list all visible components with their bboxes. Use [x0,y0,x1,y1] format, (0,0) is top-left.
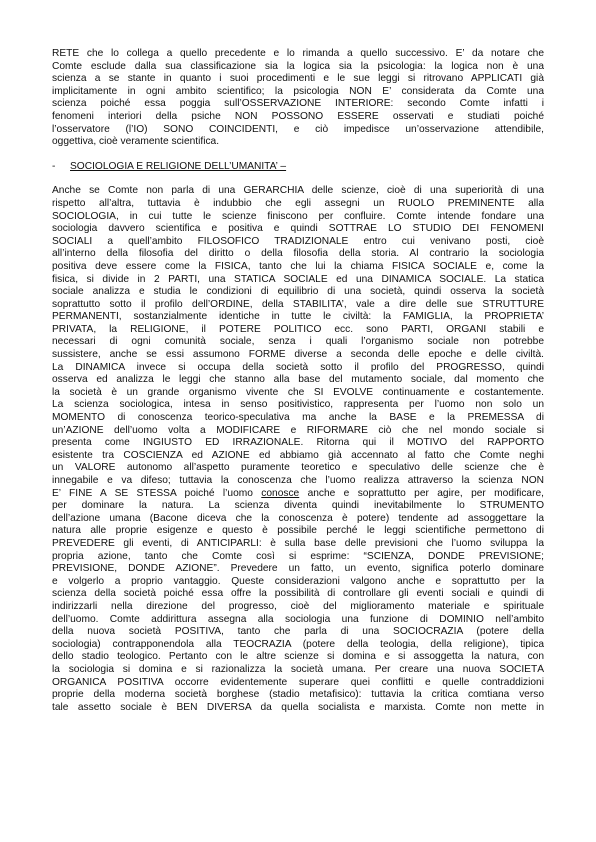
text-line: La scienza sociologica, intesa in senso positivistico, rappresenta per l’uomo non solo un [52,399,544,411]
text-line: fisica, si divide in 2 PARTI, una STATICA SOCIALE ed una DINAMICA SOCIALE. La statica [52,273,544,285]
text-line: dell’uomo. Comte addirittura assegna alla sociologia una funzione di DOMINIO nell’ambito [52,613,544,625]
text-line: rispetto all’altra, tuttavia è indubbio che egli assegni un RUOLO PREMINENTE alla [52,197,544,209]
text-line: Anche se Comte non parla di una GERARCHIA delle scienze, cioè di una superiorità di una [52,185,544,197]
text-line: proprie della moderna società borghese (stadio metafisico): tuttavia la critica comtiana verso [52,689,544,701]
text-line: PRIVATA, la RELIGIONE, il POTERE POLITICO ecc. sono PARTI, ORGANI stabili e [52,323,544,335]
text-line: tale assetto sociale è BEN DIVERSA da quella socialista e marxista. Comte non mette in [52,701,544,713]
text-line: natura alle proprie esigenze e questo è possibile perché le leggi scientifiche permettono di [52,525,544,537]
text-line: necessari di ogni comunità sociale, senza i quali l’organismo sociale non potrebbe [52,336,544,348]
text-line: innegabile e va difeso; tuttavia la conoscenza che l’uomo realizza attraverso la scienza NON [52,475,544,486]
text-line: positiva deve essere come la FISICA, tanto che lui la chiama FISICA SOCIALE e, come la [52,260,544,272]
text-line: soprattutto sotto il profilo dell’ORDINE, della STABILITA’, vale a dire delle sue STRUTTURE [52,298,544,310]
text-line: e volgerlo a proprio vantaggio. Queste considerazioni valgono anche e soprattutto per la [52,575,544,587]
text-line: la sociologia si domina e si razionalizza la società umana. Per creare una nuova SOCIETÀ [52,663,544,675]
text-line: RETE che lo collega a quello precedente e lo rimanda a quello successivo. E’ da notare che [52,48,544,59]
text-line: indirizzarli nella direzione del progresso, cioè del miglioramento materiale e spirituale [52,600,544,612]
text-line: MOMENTO di conoscenza teorico-speculativa ma anche la BASE e la PREMESSA di [52,412,544,424]
underlined-word: conosce [261,487,300,499]
text-line: scienza a se stante in quanto i suoi procedimenti e le sue leggi si ritrovano APPLICATI già [52,73,544,85]
bullet-dash: - [52,160,56,172]
text-line: sociologia davvero scientifica e positiva e quindi SOTTRAE LO STUDIO DEI FENOMENI [52,223,544,235]
text-line: fenomeni interiori della psiche NON POSSONO ESSERE osservati e studiati poiché [52,110,544,122]
text-line: SOCIALI a quell’ambito FILOSOFICO TRADIZIONALE entro cui venivano posti, cioè [52,235,544,247]
text-line: scienza della società poiché essa offre la possibilità di controllare gli eventi sociali e quindi di [52,588,544,600]
text-line: PERMANENTI, sostanzialmente identiche in tutte le civiltà: la FAMIGLIA, la PROPRIETA’ [52,311,544,323]
text-line: dello stadio teologico. Pertanto con le altre scienze si domina e si assoggetta la natura, con [52,651,544,663]
text-line: SOCIOLOGIA, in cui tutte le scienze finiscono per confluire. Comte intende fondare una [52,210,544,222]
text-line: dell’azione umana (Bacone diceva che la conoscenza è potere) tendente ad assoggettare la [52,512,544,524]
text-line: un VALORE autonomo all’aspetto puramente teoretico e speculativo delle scienze che è [52,462,544,474]
section-heading [52,161,544,174]
text-line: l’osservatore (l’IO) SONO COINCIDENTI, e ciò impedisce un’osservazione attendibile, [52,123,544,135]
text-line: Comte esclude dalla sua classificazione sia la logica sia la psicologia: la logica non è una [52,60,544,72]
text-line: sociologia) contrapponendola alla TEOCRAZIA (potere della teologia, della religione), tipica [52,638,544,650]
section-heading-text: SOCIOLOGIA E RELIGIONE DELL’UMANITA’ – [70,160,287,172]
text-line: per dominare la natura. La scienza diventa quindi inevitabilmente lo STRUMENTO [52,500,544,512]
text-line: ORGANICA POSITIVA occorre evidentemente superare quei conflitti e quelle contraddizioni [52,676,544,688]
text-line: all’interno della filosofia del diritto o della filosofia della storia. Al contrario la sociologia [52,248,544,260]
paragraph-comte-classification [52,48,544,149]
text-line: La DINAMICA invece si occupa della società sotto il profilo del PROGRESSO, quindi [52,361,544,373]
text-line: PREVEDERE gli eventi, di ANTICIPARLI: è sulla base delle previsioni che l’uomo sviluppa la [52,537,544,549]
text-line: implicitamente in ogni ambito scientifico; la psicologia NON E’ considerata da Comte una [52,85,544,97]
text-line: PREVISIONE, DONDE AZIONE”. Prevedere un fatto, un evento, significa poterlo dominare [52,563,544,575]
text-line: scienza poiché essa poggia sull’OSSERVAZIONE INTERIORE: secondo Comte infatti i [52,98,544,110]
text-line: sociale analizza e studia le condizioni di equilibrio di una società, quindi osserva la società [52,286,544,298]
text-line: un’AZIONE dell’uomo volta a MODIFICARE e RIFORMARE ciò che nel mondo sociale si [52,424,544,436]
document-page [52,48,544,714]
text-line: esistente tra COSCIENZA ed AZIONE ed abbiamo già accennato al fatto che Comte neghi [52,449,544,461]
text-line: propria azione, tanto che Comte così si esprime: “SCIENZA, DONDE PREVISIONE; [52,550,544,562]
text-line-underlined-word: E’ FINE A SE STESSA poiché l’uomo conosce anche e soprattutto per agire, per modificare, [52,487,544,499]
text-line: la società è un grande organismo vivente che SI EVOLVE continuamente e costantemente. [52,386,544,398]
text-line: sussistere, anche se essi assumono FORME diverse a seconda delle epoche e delle civiltà. [52,349,544,361]
text-line: oggettiva, cioè veramente scientifica. [52,136,220,148]
text-line: presenta come INGIUSTO ED IRRAZIONALE. Ritorna qui il MOTIVO del RAPPORTO [52,437,544,449]
text-line: della nuova società POSITIVA, tanto che parla di una SOCIOCRAZIA (potere della [52,626,544,638]
paragraph-sociologia [52,185,544,714]
text-line: osserva ed analizza le leggi che stanno alla base del mutamento sociale, dal momento che [52,374,544,386]
